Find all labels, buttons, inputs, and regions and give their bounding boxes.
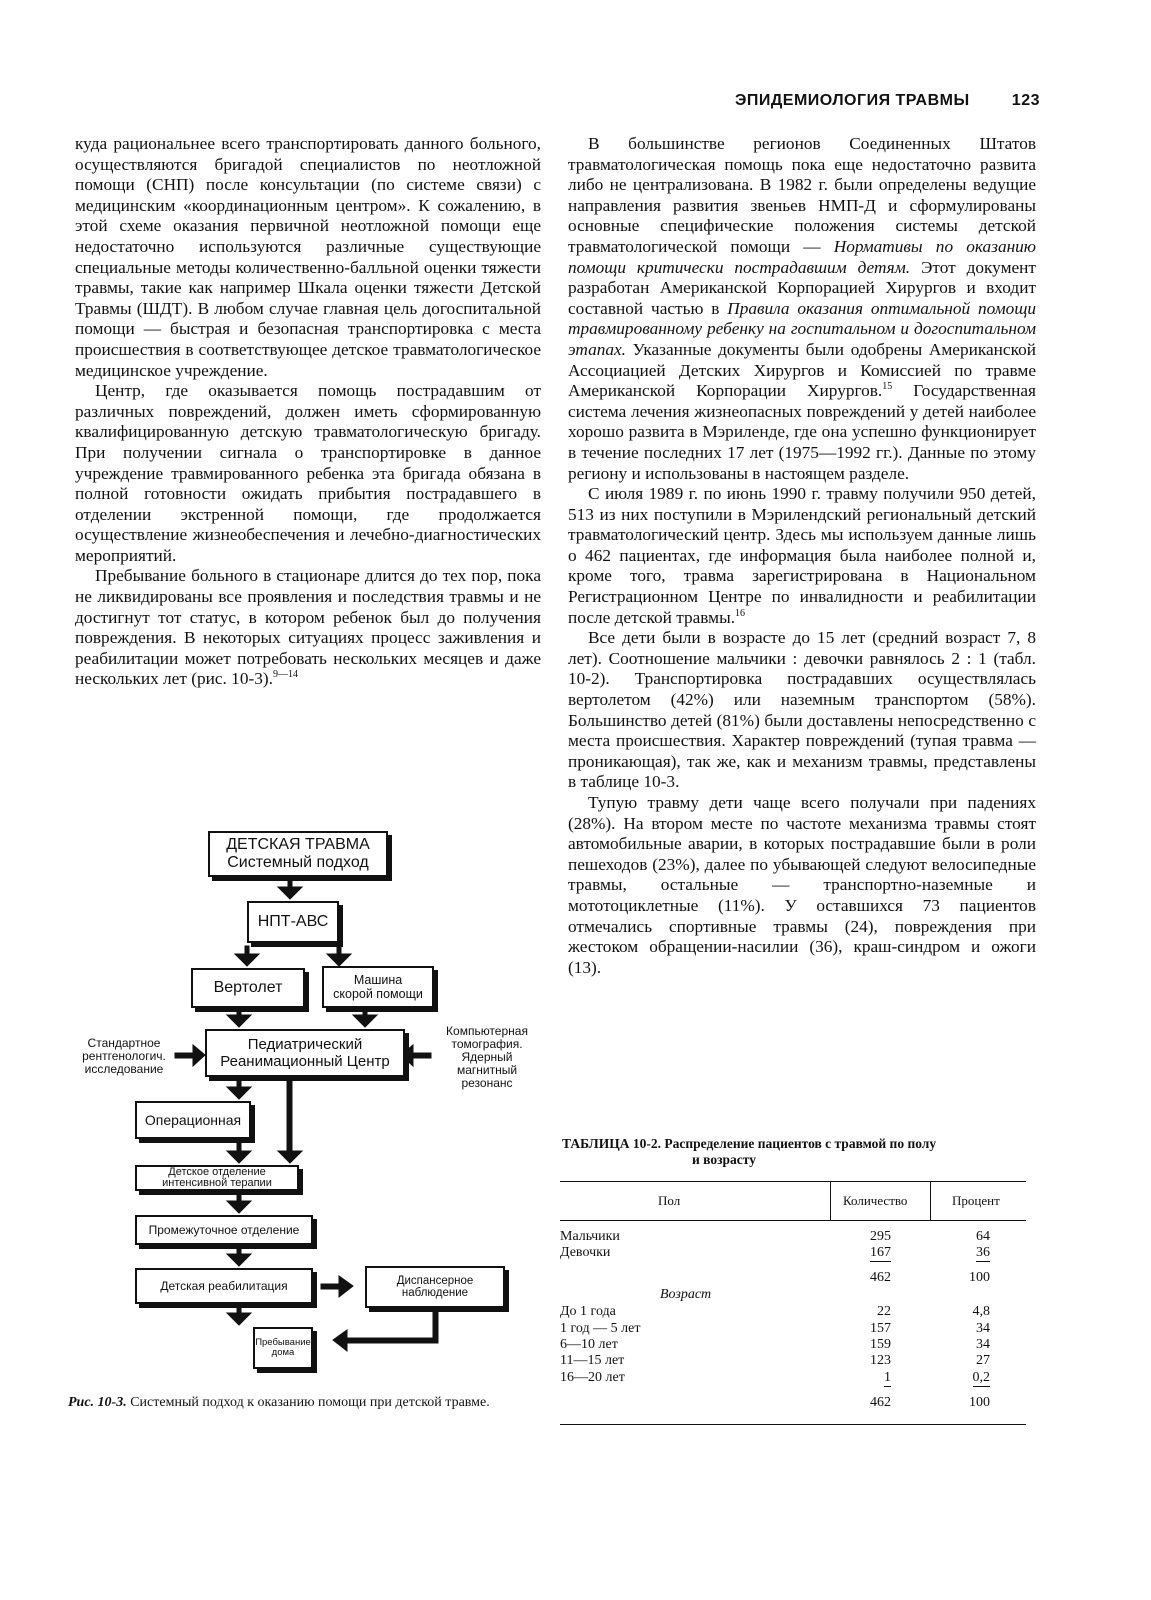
- arrow-shaft-int-rehab: [237, 1244, 241, 1254]
- ref-9-14: 9—14: [272, 669, 298, 681]
- row-count: 157: [870, 1321, 891, 1336]
- row-percent: 4,8: [972, 1304, 990, 1319]
- row-label: 1 год — 5 лет: [560, 1321, 641, 1336]
- row-count: 123: [870, 1353, 891, 1368]
- box-pediatric-trauma-line2: Системный подход: [227, 854, 369, 871]
- box-center-line2: Реанимационный Центр: [220, 1053, 390, 1070]
- subtotal-count: 462: [870, 1270, 891, 1285]
- note-xray-line1: Стандартное: [87, 1036, 161, 1050]
- row-percent: 34: [976, 1321, 990, 1336]
- note-ct-line4: магнитный: [456, 1063, 518, 1077]
- left-paragraph-3: [75, 566, 541, 690]
- row-percent: 64: [976, 1229, 990, 1244]
- table-header-divider-1: [830, 1181, 831, 1220]
- row-percent: 27: [976, 1353, 990, 1368]
- right-column: [568, 134, 1036, 978]
- box-rehab-label: Детская реабилитация: [160, 1279, 288, 1293]
- row-label: 16—20 лет: [560, 1370, 625, 1385]
- table-row: [560, 1304, 1026, 1320]
- box-ambulance-line1: Машина: [353, 973, 403, 987]
- right-p1-part-a: В большинстве регионов Соединенных Штатов травматологическая помощь пока еще недостаточно развита либо не централизована. В 1982 г. были определены ведущие направления развития звеньев НМП-Д и сформулированы основные специфические положения системы детской травматологической помощи —: [568, 134, 1036, 256]
- row-label: 6—10 лет: [560, 1337, 618, 1352]
- arrow-shaft-disp-down: [433, 1310, 438, 1342]
- arrow-shaft-op-icu: [237, 1139, 241, 1151]
- left-paragraph-1: куда рациональнее всего транспортировать данного больного, осуществляются бригадой специалистов по неотложной помощи (СНП) после консультации (по системе связи) с медицинским «координационным центром». К сожалению, в этой схеме оказания первичной неотложной помощи еще недостаточно используются различные существующие специальные методы количественно-балльной оценки тяжести травмы, такие как например Шкала оценки тяжести Детской Травмы (ШДТ). В любом случае главная цель догоспитальной помощи — быстрая и безопасная транспортировка с места происшествия в соответствующее детское травматологическое медицинское учреждение.: [75, 134, 541, 380]
- table-bottom-rule: [560, 1424, 1026, 1425]
- figure-caption-text: Системный подход к оказанию помощи при детской травме.: [126, 1395, 490, 1410]
- arrow-head-left: [193, 1045, 205, 1066]
- page-number: 123: [1011, 92, 1040, 109]
- arrow-head-heli-center: [227, 1015, 251, 1027]
- table-caption-line2: и возрасту: [692, 1152, 756, 1167]
- box-dispensary-line2: наблюдение: [401, 1287, 469, 1299]
- box-intermediate-label: Промежуточное отделение: [148, 1223, 300, 1237]
- right-paragraph-2: [568, 484, 1036, 628]
- table-row: [560, 1229, 1026, 1245]
- note-ct-line1: Компьютерная: [446, 1024, 528, 1038]
- box-dispensary: [365, 1266, 505, 1308]
- table-caption: [562, 1136, 1037, 1168]
- arrow-head-rehab-home: [227, 1313, 251, 1325]
- table-header-rule: [560, 1220, 1026, 1221]
- note-ct-mri: [433, 1025, 541, 1090]
- row-label: Мальчики: [560, 1229, 620, 1244]
- arrow-head-rehab-disp: [339, 1276, 353, 1297]
- note-xray-line3: исследование: [84, 1062, 164, 1076]
- note-xray-line2: рентгенологич.: [82, 1049, 166, 1063]
- box-resuscitation-center: [205, 1029, 405, 1077]
- row-percent: 36: [976, 1245, 990, 1260]
- box-center-line1: Педиатрический: [247, 1036, 363, 1053]
- right-p1-part-b: Этот документ разработан Американской Корпорацией Хирургов и входит составной частью в: [568, 257, 1036, 318]
- row-label: Девочки: [560, 1245, 611, 1260]
- right-p1-part-d: Государственная система лечения жизнеопасных повреждений у детей наиболее хорошо развита в Мэриленде, где она успешно функционирует в течение последних 17 лет (1975—1992 гг.). Данные по этому региону и использованы в настоящем разделе.: [568, 381, 1037, 483]
- table-caption-label: ТАБЛИЦА 10-2.: [562, 1136, 661, 1151]
- table-caption-text: Распределение пациентов с травмой по полу: [660, 1136, 937, 1151]
- box-ambulance-line2: скорой помощи: [333, 987, 423, 1001]
- row-count: 22: [877, 1304, 891, 1319]
- total-percent: 100: [969, 1395, 990, 1410]
- arrow-head-heli: [235, 954, 259, 966]
- box-pediatric-trauma: [208, 831, 388, 877]
- box-icu: [135, 1165, 299, 1191]
- box-intermediate-unit: [135, 1215, 313, 1245]
- arrow-head-op-icu: [227, 1151, 251, 1163]
- total-count: 462: [870, 1395, 891, 1410]
- row-count: 295: [870, 1229, 891, 1244]
- table-row: [560, 1321, 1026, 1337]
- table-total-row: [560, 1395, 1026, 1411]
- header-sex: Пол: [658, 1193, 681, 1208]
- arrow-shaft-center-icu: [287, 1081, 292, 1153]
- age-heading: Возраст: [660, 1287, 712, 1302]
- note-xray: [75, 1037, 173, 1076]
- row-count: 1: [884, 1370, 891, 1385]
- note-ct-line2: томография.: [451, 1037, 523, 1051]
- subtotal-percent: 100: [969, 1270, 990, 1285]
- box-home-line1: Пребывание: [255, 1337, 311, 1348]
- box-home-line2: дома: [271, 1347, 295, 1358]
- box-pediatric-trauma-line1: ДЕТСКАЯ ТРАВМА: [226, 836, 370, 853]
- table-row: [560, 1337, 1026, 1353]
- arrow-head-top: [278, 887, 302, 899]
- right-p1-italic-2: Правила оказания оптимальной помощи травмированному ребенку на госпитальном и догоспитальном этапах.: [568, 298, 1037, 359]
- box-home: [253, 1327, 313, 1369]
- box-operating-label: Операционная: [144, 1112, 242, 1128]
- row-label: До 1 года: [560, 1304, 616, 1319]
- table-row: [560, 1370, 1026, 1386]
- left-paragraph-3-text: Пребывание больного в стационаре длится до тех пор, пока не ликвидированы все проявления и последствия травмы и не достигнут тот статус, в котором ребенок был до получения повреждения. В некоторых ситуациях процесс заживления и реабилитации может потребовать нескольких месяцев и даже нескольких лет (рис. 10-3).: [75, 566, 541, 689]
- arrow-head-center-op: [227, 1087, 251, 1099]
- figure-caption-label: Рис. 10-3.: [68, 1395, 127, 1410]
- table-row: [560, 1353, 1026, 1369]
- arrow-shaft-disp-home: [345, 1338, 438, 1343]
- right-paragraph-3: Все дети были в возрасте до 15 лет (средний возраст 7, 8 лет). Соотношение мальчики : девочки равнялось 2 : 1 (табл. 10-2). Транспортировка пострадавших осуществлялась вертолетом (42%) или наземным транспортом (58%). Большинство детей (81%) были доставлены непосредственно с места происшествия. Характер повреждений (тупая травма — проникающая), так же, как и механизм травмы, представлены в таблице 10-3.: [568, 628, 1036, 792]
- row-label: 11—15 лет: [560, 1353, 625, 1368]
- table-top-rule: [560, 1181, 1026, 1182]
- arrow-shaft-rehab-disp: [321, 1284, 341, 1289]
- row-percent: 0,2: [972, 1370, 990, 1385]
- arrow-shaft-right: [411, 1053, 431, 1058]
- arrow-head-amb: [327, 954, 351, 966]
- arrow-head-disp-home: [333, 1330, 347, 1351]
- left-column: [75, 134, 541, 690]
- arrow-shaft-rehab-home: [237, 1303, 241, 1313]
- box-rehabilitation: [135, 1268, 313, 1304]
- header-count: Количество: [843, 1193, 908, 1208]
- ref-16: 16: [735, 607, 746, 619]
- box-operating-room: [135, 1101, 251, 1139]
- box-ambulance: [322, 966, 434, 1008]
- table-header-divider-2: [930, 1181, 931, 1220]
- box-icu-line1: Детское отделение: [168, 1166, 266, 1178]
- right-p1-part-c: Указанные документы были одобрены Американской Ассоциацией Детских Хирургов и Комиссией по травме Американской Корпорации Хирургов.: [568, 339, 1036, 401]
- right-p1-italic-1: Нормативы по оказанию помощи критически пострадавшим детям.: [568, 236, 1036, 277]
- box-dispensary-line1: Диспансерное: [396, 1275, 474, 1287]
- box-npt-abc: [247, 901, 339, 943]
- ref-15: 15: [882, 381, 893, 393]
- row-count: 167: [870, 1245, 891, 1260]
- table-row: [560, 1245, 1026, 1261]
- box-helicopter-label: Вертолет: [213, 979, 283, 996]
- note-ct-line5: резонанс: [461, 1076, 513, 1090]
- right-p2-text: С июля 1989 г. по июнь 1990 г. травму получили 950 детей, 513 из них поступили в Мэрилендский региональный детский травматологический центр. Здесь мы используем данные лишь о 462 пациентах, где информация была наиболее полной и, кроме того, травма зарегистрирована в Национальном Регистрационном Центре по инвалидности и реабилитации после детской травмы.: [568, 484, 1036, 627]
- right-paragraph-1: [568, 134, 1036, 484]
- box-helicopter: [191, 968, 305, 1008]
- table-subtotal-row: [560, 1270, 1026, 1286]
- header-title: ЭПИДЕМИОЛОГИЯ ТРАВМЫ: [735, 92, 970, 109]
- row-count: 159: [870, 1337, 891, 1352]
- age-section-heading: [560, 1287, 1026, 1303]
- arrow-shaft-left: [175, 1053, 195, 1058]
- left-paragraph-2: Центр, где оказывается помощь пострадавшим от различных повреждений, должен иметь сформированную квалифицированную детскую травматологическую бригаду. При получении сигнала о транспортировке в данное учреждение травмированного ребенка эта бригада обязана в полной готовности ожидать прибытия пострадавшего в отделении экстренной помощи, где продолжается осуществление жизнеобеспечения и лечебно-диагностических мероприятий.: [75, 381, 541, 565]
- note-ct-line3: Ядерный: [461, 1050, 513, 1064]
- arrow-head-icu-int: [227, 1201, 251, 1213]
- arrow-head-int-rehab: [227, 1254, 251, 1266]
- arrow-head-amb-center: [353, 1015, 377, 1027]
- running-header: [735, 92, 1040, 116]
- flowchart-figure: [75, 825, 545, 1385]
- figure-caption: [68, 1394, 538, 1411]
- right-paragraph-4: Тупую травму дети чаще всего получали при падениях (28%). На втором месте по частоте механизма травмы стоят автомобильные аварии, в которых пострадавшие были в роли пешеходов (23%), далее по убывающей следуют велосипедные травмы, остальные — транспортно-наземные и мототоциклетные (11%). У оставшихся 73 пациентов отмечались спортивные травмы (24), повреждения при жестоком обращении-насилии (36), краш-синдром и ожоги (13).: [568, 793, 1036, 977]
- row-percent: 34: [976, 1337, 990, 1352]
- arrow-head-center-icu: [278, 1151, 302, 1163]
- box-icu-line2: интенсивной терапии: [162, 1177, 272, 1189]
- header-percent: Процент: [952, 1193, 1000, 1208]
- box-npt-abc-label: НПТ-АВС: [257, 913, 329, 930]
